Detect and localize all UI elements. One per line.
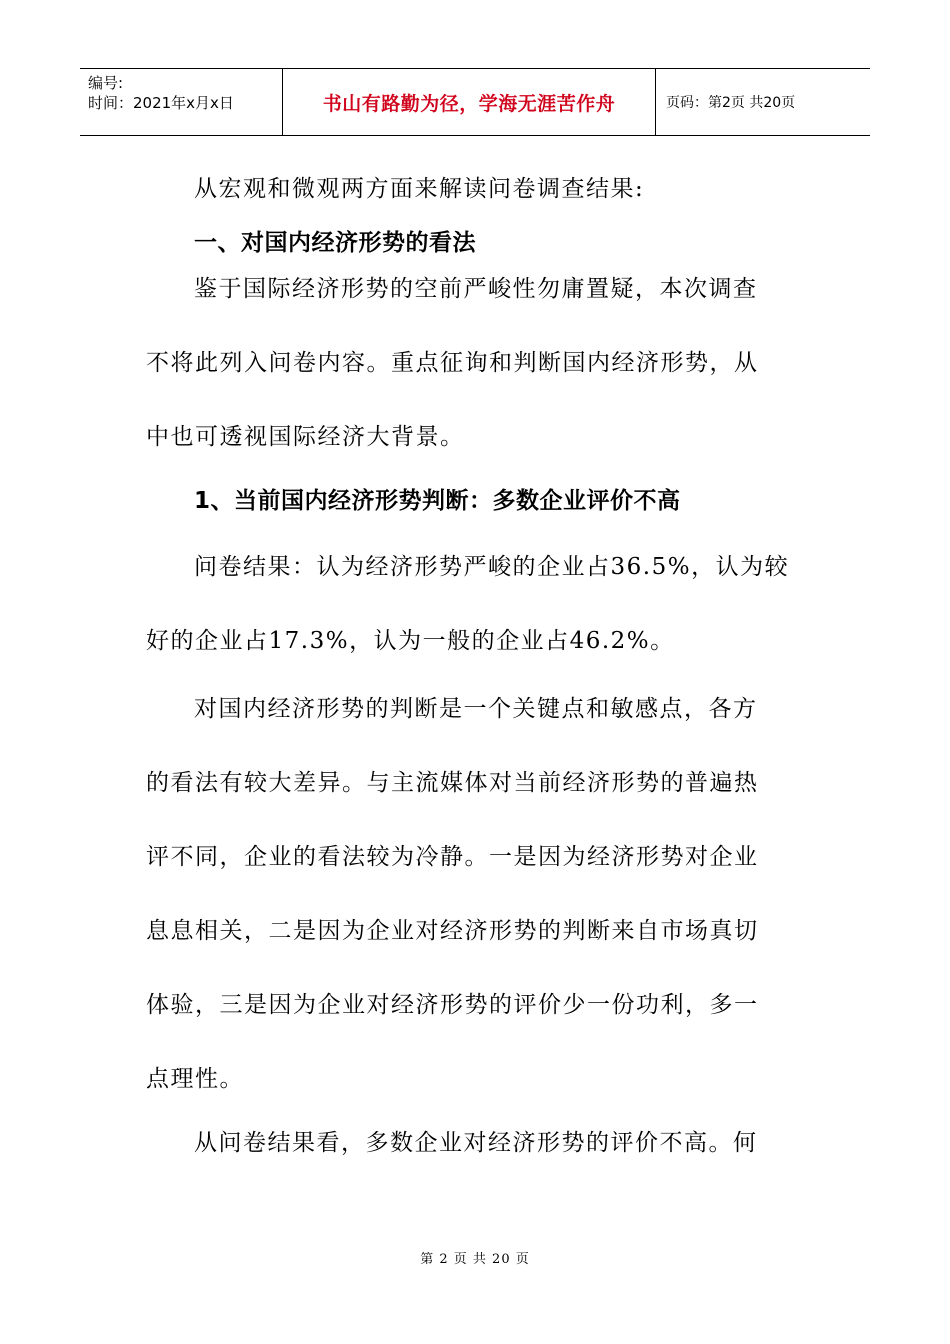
paragraph-line: 问卷结果：认为经济形势严峻的企业占36.5%，认为较 <box>194 554 790 580</box>
paragraph-line: 不将此列入问卷内容。重点征询和判断国内经济形势，从 <box>146 350 759 376</box>
paragraph-line: 息息相关，二是因为企业对经济形势的判断来自市场真切 <box>146 918 759 944</box>
number-label: 编号: <box>88 74 124 92</box>
header-page-info: 页码：第2页 共20页 <box>666 95 796 111</box>
page-footer: 第 2 页 共 20 页 <box>420 1252 530 1267</box>
paragraph-line: 点理性。 <box>146 1066 244 1092</box>
header-meta <box>80 69 283 135</box>
page-header <box>80 68 870 136</box>
paragraph-line: 的看法有较大差异。与主流媒体对当前经济形势的普遍热 <box>146 770 759 796</box>
paragraph-line: 评不同，企业的看法较为冷静。一是因为经济形势对企业 <box>146 844 759 870</box>
paragraph-line: 鉴于国际经济形势的空前严峻性勿庸置疑，本次调查 <box>194 276 758 302</box>
paragraph-line: 中也可透视国际经济大背景。 <box>146 424 465 450</box>
intro-line: 从宏观和微观两方面来解读问卷调查结果: <box>194 176 645 202</box>
paragraph-line: 好的企业占17.3%，认为一般的企业占46.2%。 <box>146 628 675 654</box>
section-heading-1: 一、对国内经济形势的看法 <box>194 230 476 256</box>
paragraph-line: 从问卷结果看，多数企业对经济形势的评价不高。何 <box>194 1130 758 1156</box>
paragraph-line: 对国内经济形势的判断是一个关键点和敏感点，各方 <box>194 696 758 722</box>
header-motto: 书山有路勤为径，学海无涯苦作舟 <box>283 69 656 135</box>
paragraph-line: 体验，三是因为企业对经济形势的评价少一份功利，多一 <box>146 992 759 1018</box>
subsection-heading-1: 1、当前国内经济形势判断：多数企业评价不高 <box>194 488 681 514</box>
time-label: 时间：2021年x月x日 <box>88 94 234 112</box>
